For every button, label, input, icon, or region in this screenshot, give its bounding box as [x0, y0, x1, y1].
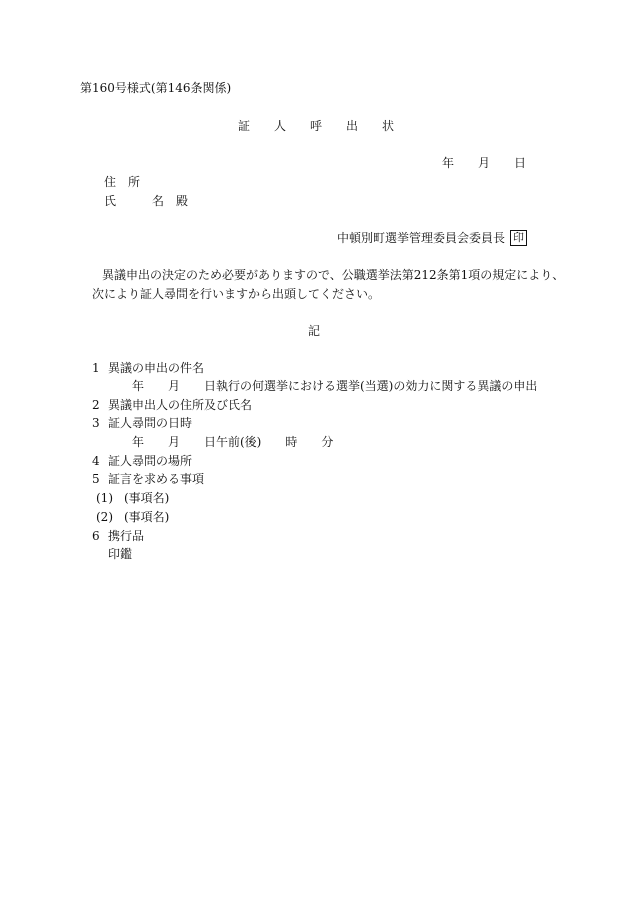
item-label: 証人尋問の場所 — [108, 454, 193, 468]
item6-detail: 印鑑 — [108, 547, 133, 561]
form-number: 第160号様式(第146条関係) — [80, 81, 232, 95]
ki-heading: 記 — [308, 324, 321, 338]
item-number: 5 — [92, 472, 100, 486]
item-number: 1 — [92, 361, 100, 375]
sub-item-label: (事項名) — [124, 510, 170, 524]
sub-item-number: (1) — [96, 491, 113, 505]
item1-detail: 年 月 日執行の何選挙における選挙(当選)の効力に関する異議の申出 — [132, 379, 538, 393]
sub-item-label: (事項名) — [124, 491, 170, 505]
item-label: 異議の申出の件名 — [108, 361, 205, 375]
item-label: 証人尋問の日時 — [108, 416, 193, 430]
item3-detail: 年 月 日午前(後) 時 分 — [132, 435, 334, 449]
item-number: 4 — [92, 454, 100, 468]
item-label: 証言を求める事項 — [108, 472, 205, 486]
body-line-1: 異議申出の決定のため必要がありますので、公職選挙法第212条第1項の規定により、 — [102, 268, 565, 282]
name-label: 氏 名 殿 — [104, 194, 189, 208]
item-label: 携行品 — [108, 529, 145, 543]
item-number: 3 — [92, 416, 100, 430]
sub-item-number: (2) — [96, 510, 113, 524]
item-number: 2 — [92, 398, 100, 412]
body-line-2: 次により証人尋問を行いますから出頭してください。 — [92, 287, 381, 301]
item-label: 異議申出人の住所及び氏名 — [108, 398, 253, 412]
sender-name: 中頓別町選挙管理委員会委員長 — [337, 231, 506, 245]
date-line: 年 月 日 — [442, 156, 527, 170]
item-number: 6 — [92, 529, 100, 543]
seal-stamp: 印 — [510, 230, 527, 246]
document-title: 証 人 呼 出 状 — [238, 119, 395, 133]
address-label: 住 所 — [104, 175, 141, 189]
